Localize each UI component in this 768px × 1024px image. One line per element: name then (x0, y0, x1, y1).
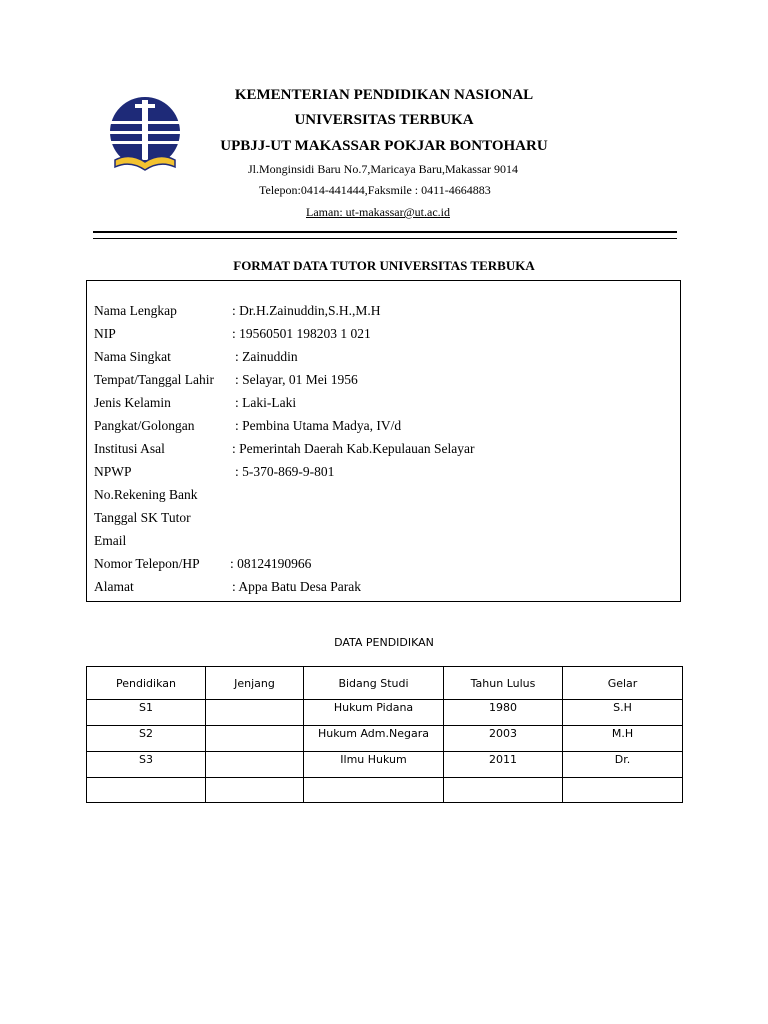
field-value: : 5-370-869-9-801 (235, 464, 335, 479)
field-label: Tempat/Tanggal Lahir (94, 372, 214, 387)
table-cell: M.H (563, 726, 683, 752)
column-header: Jenjang (206, 667, 304, 700)
field-label: Email (94, 533, 127, 548)
table-cell: S2 (87, 726, 206, 752)
field-value: : Dr.H.Zainuddin,S.H.,M.H (232, 303, 381, 318)
field-value: : 19560501 198203 1 021 (232, 326, 371, 341)
address-line: Jl.Monginsidi Baru No.7,Maricaya Baru,Makassar 9014 (248, 162, 518, 176)
field-value: : Zainuddin (235, 349, 298, 364)
table-cell (87, 778, 206, 803)
table-cell (206, 752, 304, 778)
field-label: No.Rekening Bank (94, 487, 198, 502)
field-value: : Pemerintah Daerah Kab.Kepulauan Selayar (232, 441, 475, 456)
university-name: UNIVERSITAS TERBUKA (294, 112, 474, 128)
field-label: NPWP (94, 464, 132, 479)
table-cell: Hukum Adm.Negara (304, 726, 444, 752)
unit-name: UPBJJ-UT MAKASSAR POKJAR BONTOHARU (220, 138, 548, 154)
table-cell: Hukum Pidana (304, 700, 444, 726)
header-divider-thin (93, 238, 677, 239)
tutor-data-box (86, 280, 681, 602)
field-value: : 08124190966 (230, 556, 312, 571)
table-cell (304, 778, 444, 803)
table-cell: S3 (87, 752, 206, 778)
field-value: : Pembina Utama Madya, IV/d (235, 418, 402, 433)
table-header-row (87, 667, 683, 700)
table-cell (563, 778, 683, 803)
table-cell: Dr. (563, 752, 683, 778)
table-cell (206, 700, 304, 726)
phone-line: Telepon:0414-441444,Faksmile : 0411-4664883 (259, 183, 491, 197)
field-label: Nama Singkat (94, 349, 171, 364)
field-label: Institusi Asal (94, 441, 165, 456)
field-label: Nomor Telepon/HP (94, 556, 200, 571)
education-section-title: DATA PENDIDIKAN (334, 636, 434, 649)
table-cell (444, 778, 563, 803)
field-value: : Appa Batu Desa Parak (232, 579, 361, 594)
table-cell: S.H (563, 700, 683, 726)
column-header: Tahun Lulus (444, 667, 563, 700)
table-cell: Ilmu Hukum (304, 752, 444, 778)
table-cell (206, 726, 304, 752)
table-cell: 1980 (444, 700, 563, 726)
table-cell: S1 (87, 700, 206, 726)
header-divider-thick (93, 231, 677, 233)
table-row (87, 700, 683, 726)
column-header: Pendidikan (87, 667, 206, 700)
table-cell (206, 778, 304, 803)
column-header: Gelar (563, 667, 683, 700)
website-link[interactable]: Laman: ut-makassar@ut.ac.id (306, 205, 450, 219)
education-table (86, 666, 683, 803)
field-label: Alamat (94, 579, 134, 594)
column-header: Bidang Studi (304, 667, 444, 700)
field-label: NIP (94, 326, 116, 341)
ministry-name: KEMENTERIAN PENDIDIKAN NASIONAL (234, 87, 534, 103)
table-row (87, 778, 683, 803)
table-row (87, 752, 683, 778)
field-label: Jenis Kelamin (94, 395, 171, 410)
field-label: Pangkat/Golongan (94, 418, 195, 433)
form-title: FORMAT DATA TUTOR UNIVERSITAS TERBUKA (233, 258, 535, 273)
field-label: Tanggal SK Tutor (94, 510, 191, 525)
table-cell: 2011 (444, 752, 563, 778)
field-value: : Selayar, 01 Mei 1956 (235, 372, 358, 387)
field-label: Nama Lengkap (94, 303, 177, 318)
field-value: : Laki-Laki (235, 395, 297, 410)
table-row (87, 726, 683, 752)
university-logo (105, 94, 185, 176)
table-cell: 2003 (444, 726, 563, 752)
